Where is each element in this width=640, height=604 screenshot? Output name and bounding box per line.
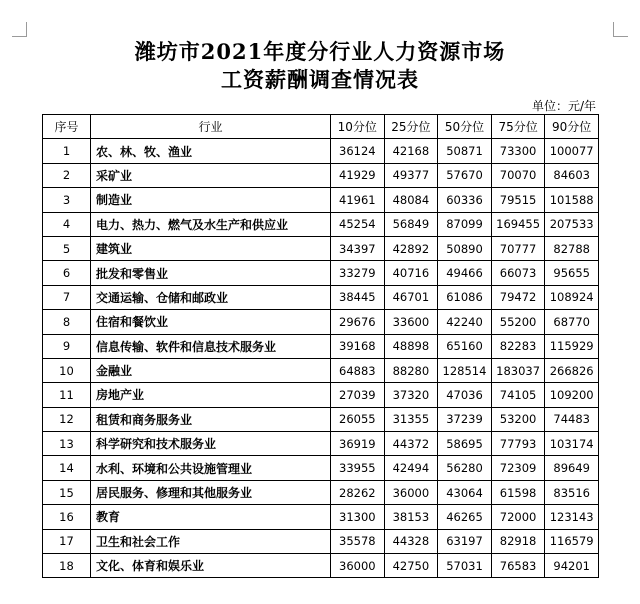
cell-seq: 3 (43, 188, 91, 212)
cell-p10: 39168 (331, 334, 385, 358)
cell-p75: 77793 (491, 432, 545, 456)
cell-industry: 租赁和商务服务业 (91, 407, 331, 431)
table-row (43, 505, 599, 529)
table-row (43, 212, 599, 236)
cell-p50: 60336 (438, 188, 492, 212)
cell-industry: 住宿和餐饮业 (91, 310, 331, 334)
cell-p10: 33279 (331, 261, 385, 285)
cell-p25: 49377 (384, 163, 438, 187)
table-row (43, 480, 599, 504)
cell-industry: 科学研究和技术服务业 (91, 432, 331, 456)
cell-p75: 183037 (491, 358, 545, 382)
wage-table (42, 114, 599, 578)
cell-p75: 66073 (491, 261, 545, 285)
cell-p10: 41929 (331, 163, 385, 187)
cell-p25: 56849 (384, 212, 438, 236)
cell-p90: 103174 (545, 432, 599, 456)
header-seq: 序号 (43, 115, 91, 139)
cell-p50: 46265 (438, 505, 492, 529)
table-row (43, 310, 599, 334)
cell-p25: 46701 (384, 285, 438, 309)
cell-p50: 58695 (438, 432, 492, 456)
cell-p25: 48898 (384, 334, 438, 358)
cell-p10: 35578 (331, 529, 385, 553)
cell-p10: 34397 (331, 236, 385, 260)
cell-seq: 13 (43, 432, 91, 456)
cell-p75: 70777 (491, 236, 545, 260)
cell-p90: 123143 (545, 505, 599, 529)
cell-p10: 38445 (331, 285, 385, 309)
cell-industry: 水利、环境和公共设施管理业 (91, 456, 331, 480)
cell-seq: 17 (43, 529, 91, 553)
cell-p50: 49466 (438, 261, 492, 285)
cell-industry: 建筑业 (91, 236, 331, 260)
cell-p75: 79515 (491, 188, 545, 212)
cell-p50: 57670 (438, 163, 492, 187)
cell-p75: 74105 (491, 383, 545, 407)
cell-p50: 63197 (438, 529, 492, 553)
table-row (43, 432, 599, 456)
cell-p10: 33955 (331, 456, 385, 480)
cell-p25: 40716 (384, 261, 438, 285)
cell-industry: 交通运输、仓储和邮政业 (91, 285, 331, 309)
table-header-row (43, 115, 599, 139)
table-title-line2: 工资薪酬调查情况表 (221, 67, 419, 92)
cell-p50: 128514 (438, 358, 492, 382)
cell-p75: 53200 (491, 407, 545, 431)
cell-p25: 31355 (384, 407, 438, 431)
cell-p25: 38153 (384, 505, 438, 529)
cell-p90: 109200 (545, 383, 599, 407)
cell-p90: 100077 (545, 139, 599, 163)
cell-p75: 70070 (491, 163, 545, 187)
cell-p10: 28262 (331, 480, 385, 504)
table-title-line1: 潍坊市2021年度分行业人力资源市场 (134, 39, 506, 64)
cell-p90: 84603 (545, 163, 599, 187)
cell-p50: 42240 (438, 310, 492, 334)
cell-p10: 45254 (331, 212, 385, 236)
cell-seq: 5 (43, 236, 91, 260)
cell-seq: 6 (43, 261, 91, 285)
cell-seq: 18 (43, 554, 91, 578)
header-p25: 25分位 (384, 115, 438, 139)
cell-p25: 44372 (384, 432, 438, 456)
table-row (43, 407, 599, 431)
cell-p25: 42750 (384, 554, 438, 578)
cell-seq: 11 (43, 383, 91, 407)
cell-p90: 266826 (545, 358, 599, 382)
cell-industry: 卫生和社会工作 (91, 529, 331, 553)
unit-label: 单位：元/年 (531, 99, 596, 113)
cell-p25: 48084 (384, 188, 438, 212)
cell-p75: 169455 (491, 212, 545, 236)
table-row (43, 456, 599, 480)
cell-p75: 55200 (491, 310, 545, 334)
cell-industry: 电力、热力、燃气及水生产和供应业 (91, 212, 331, 236)
cell-p10: 36919 (331, 432, 385, 456)
cell-industry: 信息传输、软件和信息技术服务业 (91, 334, 331, 358)
cell-p90: 108924 (545, 285, 599, 309)
cell-p50: 50871 (438, 139, 492, 163)
cell-p50: 65160 (438, 334, 492, 358)
cell-p90: 83516 (545, 480, 599, 504)
table-row (43, 529, 599, 553)
cell-p75: 82918 (491, 529, 545, 553)
header-p50: 50分位 (438, 115, 492, 139)
cell-p25: 37320 (384, 383, 438, 407)
cell-p10: 64883 (331, 358, 385, 382)
cell-p90: 115929 (545, 334, 599, 358)
table-body (43, 139, 599, 578)
cell-p50: 37239 (438, 407, 492, 431)
cell-industry: 房地产业 (91, 383, 331, 407)
cell-industry: 制造业 (91, 188, 331, 212)
crop-mark-top-left (12, 22, 27, 37)
header-p75: 75分位 (491, 115, 545, 139)
cell-seq: 14 (43, 456, 91, 480)
cell-p10: 31300 (331, 505, 385, 529)
cell-seq: 2 (43, 163, 91, 187)
cell-p90: 68770 (545, 310, 599, 334)
cell-p25: 42168 (384, 139, 438, 163)
table-row (43, 383, 599, 407)
cell-p50: 56280 (438, 456, 492, 480)
cell-industry: 文化、体育和娱乐业 (91, 554, 331, 578)
cell-p25: 42892 (384, 236, 438, 260)
crop-mark-top-right (613, 22, 628, 37)
cell-p90: 74483 (545, 407, 599, 431)
cell-p25: 88280 (384, 358, 438, 382)
cell-seq: 10 (43, 358, 91, 382)
cell-p90: 116579 (545, 529, 599, 553)
cell-p25: 36000 (384, 480, 438, 504)
cell-p90: 82788 (545, 236, 599, 260)
cell-seq: 7 (43, 285, 91, 309)
cell-p50: 87099 (438, 212, 492, 236)
cell-p90: 94201 (545, 554, 599, 578)
cell-p75: 72309 (491, 456, 545, 480)
cell-p50: 61086 (438, 285, 492, 309)
cell-industry: 居民服务、修理和其他服务业 (91, 480, 331, 504)
cell-p75: 73300 (491, 139, 545, 163)
table-row (43, 139, 599, 163)
cell-p10: 29676 (331, 310, 385, 334)
cell-p10: 27039 (331, 383, 385, 407)
cell-industry: 采矿业 (91, 163, 331, 187)
table-row (43, 285, 599, 309)
cell-industry: 教育 (91, 505, 331, 529)
cell-p50: 57031 (438, 554, 492, 578)
cell-seq: 12 (43, 407, 91, 431)
cell-p10: 26055 (331, 407, 385, 431)
cell-p50: 50890 (438, 236, 492, 260)
cell-p75: 82283 (491, 334, 545, 358)
table-row (43, 188, 599, 212)
cell-seq: 16 (43, 505, 91, 529)
table-row (43, 163, 599, 187)
cell-p75: 61598 (491, 480, 545, 504)
header-industry: 行业 (91, 115, 331, 139)
cell-p10: 41961 (331, 188, 385, 212)
cell-p10: 36000 (331, 554, 385, 578)
cell-p75: 72000 (491, 505, 545, 529)
table-row (43, 236, 599, 260)
cell-p90: 95655 (545, 261, 599, 285)
cell-seq: 1 (43, 139, 91, 163)
table-row (43, 334, 599, 358)
cell-p25: 44328 (384, 529, 438, 553)
table-row (43, 261, 599, 285)
cell-p25: 33600 (384, 310, 438, 334)
cell-seq: 9 (43, 334, 91, 358)
cell-p10: 36124 (331, 139, 385, 163)
cell-p90: 101588 (545, 188, 599, 212)
header-p10: 10分位 (331, 115, 385, 139)
cell-seq: 15 (43, 480, 91, 504)
cell-p75: 79472 (491, 285, 545, 309)
cell-p50: 43064 (438, 480, 492, 504)
cell-industry: 农、林、牧、渔业 (91, 139, 331, 163)
cell-p25: 42494 (384, 456, 438, 480)
cell-seq: 8 (43, 310, 91, 334)
cell-p50: 47036 (438, 383, 492, 407)
cell-seq: 4 (43, 212, 91, 236)
table-row (43, 358, 599, 382)
cell-industry: 金融业 (91, 358, 331, 382)
header-p90: 90分位 (545, 115, 599, 139)
table-row (43, 554, 599, 578)
cell-p90: 89649 (545, 456, 599, 480)
cell-p75: 76583 (491, 554, 545, 578)
cell-p90: 207533 (545, 212, 599, 236)
cell-industry: 批发和零售业 (91, 261, 331, 285)
